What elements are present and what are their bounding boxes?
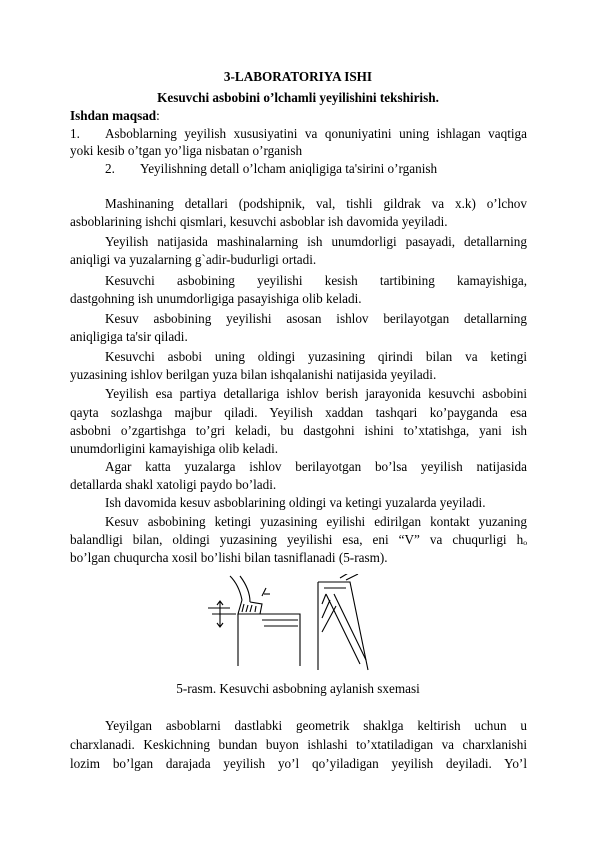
paragraph-6-line-2: qayta sozlashga majbur qiladi. Yeyilish xaddan tashqari ko’payganda esa: [70, 405, 527, 420]
document-title: 3-LABORATORIYA ISHI: [223, 69, 373, 84]
paragraph-7-line-2: detallarda shakl xatoligi paydo bo’ladi.: [70, 477, 277, 492]
paragraph-1-line-1: Mashinaning detallari (podshipnik, val, tishli gildrak va x.k) o’lchov: [105, 196, 527, 211]
paragraph-6-line-4: unumdorligini kamayishiga olib keladi.: [70, 441, 279, 456]
aim-item-1: [70, 125, 527, 142]
paragraph-9-line-1: Kesuv asbobining ketingi yuzasining eyilishi edirilgan kontakt yuzaning: [105, 514, 527, 529]
paragraph-5-line-2: yuzasining ishlov berilgan yuza bilan ishqalanishi natijasida yeyiladi.: [70, 367, 437, 382]
tool-shank-line: [230, 576, 242, 600]
paragraph-3-line-1: Kesuvchi asbobining yeyilishi kesish tartibining kamayishiga,: [105, 273, 527, 288]
paragraph-4-line-2: aniqligiga ta'sir qiladi.: [70, 329, 188, 344]
figure-caption: 5-rasm. Kesuvchi asbobning aylanish sxemasi: [176, 681, 420, 696]
paragraph-2-line-2: aniqligi va yuzalarning g`adir-budurligi ortadi.: [70, 252, 317, 267]
aim-item-2: [105, 160, 437, 177]
paragraph-4-line-1: Kesuv asbobining yeyilishi asosan ishlov berilayotgan detallarning: [105, 311, 527, 326]
paragraph-10-line-1: Yeyilgan asboblarni dastlabki geometrik shaklga keltirish uchun u: [105, 718, 527, 733]
aim-item-2-text: Yeyilishning detall o’lcham aniqligiga ta'sirini o’rganish: [140, 161, 438, 176]
aim-item-2-number: 2.: [105, 161, 115, 176]
aim-item-1-number: 1.: [70, 126, 80, 141]
paragraph-2-line-1: Yeyilish natijasida mashinalarning ish unumdorligi pasayadi, detallarning: [105, 234, 527, 249]
aim-label: Ishdan maqsad: [70, 108, 157, 123]
paragraph-8-line-1: Ish davomida kesuv asboblarining oldingi va ketingi yuzalarda yeyiladi.: [105, 495, 486, 510]
aim-colon: :: [156, 108, 160, 123]
tool-wear-figure: [200, 574, 380, 672]
aim-heading: [70, 107, 160, 124]
paragraph-9-line-2: balandligi bilan, oldingi yuzasining yeyilishi esa, eni “V” va chuqurligi hₒ: [70, 532, 527, 547]
paragraph-1-line-2: asboblarining ishchi qismlari, kesuvchi asboblar ish davomida yeyiladi.: [70, 214, 448, 229]
paragraph-10-line-3: lozim bo’lgan darajada yeyilish yo’l qo’yiladigan yeyilish deyiladi. Yo’l: [70, 756, 527, 771]
paragraph-10-line-2: charxlanadi. Keskichning bundan buyon ishlashi to’xtatiladigan va charxlanishi: [70, 737, 527, 752]
paragraph-6-line-1: Yeyilish esa partiya detallariga ishlov berish jarayonida kesuvchi asbobini: [105, 386, 527, 401]
paragraph-3-line-2: dastgohning ish unumdorligiga pasayishiga olib keladi.: [70, 291, 362, 306]
paragraph-9-line-3: bo’lgan chuqurcha xosil bo’lishi bilan tasniflanadi (5-rasm).: [70, 550, 388, 565]
aim-item-1-cont: yoki kesib o’tgan yo’liga nisbatan o’rganish: [70, 143, 303, 158]
paragraph-6-line-3: asbobni o’zgartishga to’gri keladi, bu dastgohni ishini to’xtatishga, yani ish: [70, 423, 527, 438]
paragraph-7-line-1: Agar katta yuzalarga ishlov berilayotgan bo’lsa yeyilish natijasida: [105, 459, 527, 474]
paragraph-5-line-1: Kesuvchi asbobi uning oldingi yuzasining qirindi bilan va ketingi: [105, 349, 527, 364]
document-subtitle: Kesuvchi asbobini o’lchamli yeyilishini tekshirish.: [157, 90, 439, 105]
aim-item-1-text: Asboblarning yeyilish xususiyatini va qonuniyatini uning ishlagan vaqtiga: [105, 126, 527, 141]
